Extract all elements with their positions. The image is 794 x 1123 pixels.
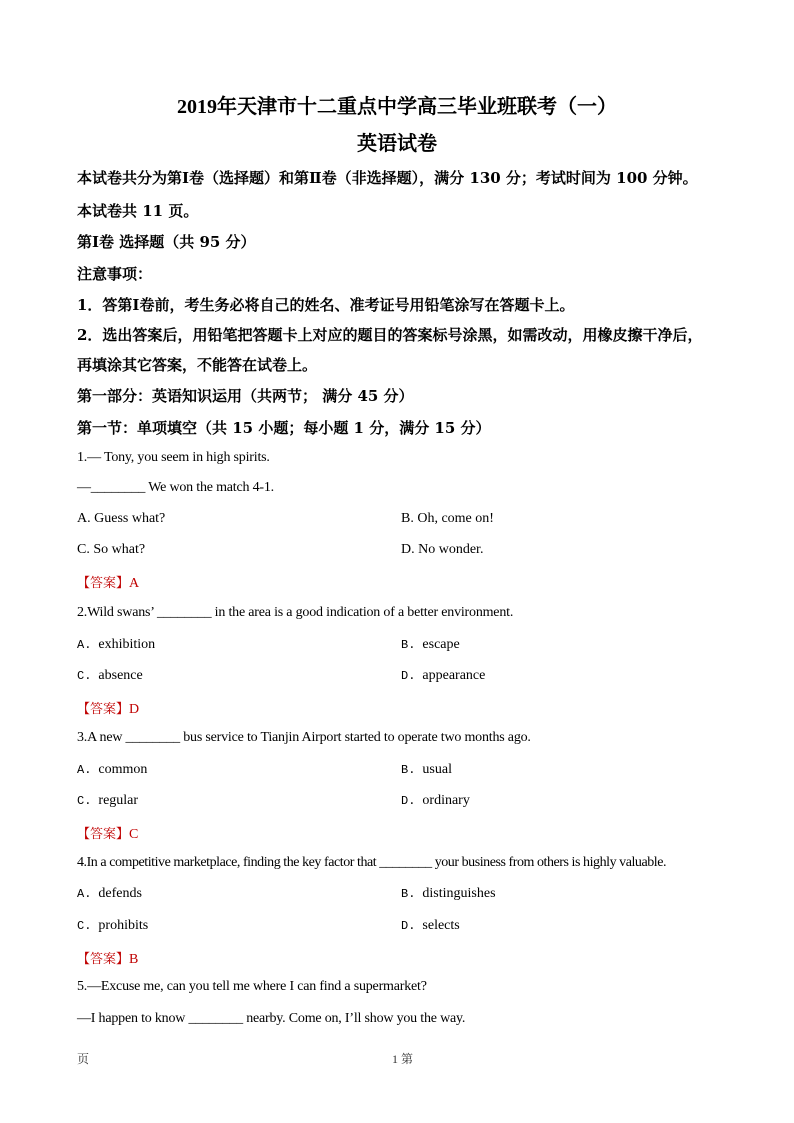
question-4-option-d: D. selects <box>401 918 460 933</box>
page-title: 2019年天津市十二重点中学高三毕业班联考（一） <box>177 96 617 118</box>
notice-1: 1．答第Ⅰ卷前，考生务必将自己的姓名、准考证号用铅笔涂写在答题卡上。 <box>77 296 575 314</box>
footer-page-number: 1 第 <box>392 1052 414 1066</box>
section-1-heading: 第一节：单项填空（共 15 小题；每小题 1 分，满分 15 分） <box>77 419 491 437</box>
question-1-option-c: C. So what? <box>77 542 146 557</box>
question-1-option-a: A. Guess what? <box>77 511 166 526</box>
question-4-option-a: A. defends <box>77 886 142 901</box>
question-5-stem: 5.—Excuse me, can you tell me where I can find a supermarket? <box>77 979 427 994</box>
question-3-option-c: C. regular <box>77 793 139 808</box>
question-4-option-b: B. distinguishes <box>401 886 496 901</box>
question-3-stem: 3.A new ________ bus service to Tianjin Airport started to operate two months ago. <box>77 730 531 745</box>
question-2-answer: 【答案】D <box>77 702 140 717</box>
intro-line-2: 本试卷共 11 页。 <box>77 202 199 220</box>
notice-title: 注意事项： <box>77 265 153 283</box>
question-1-option-d: D. No wonder. <box>401 542 484 557</box>
question-3-option-d: D. ordinary <box>401 793 470 808</box>
question-2-option-a: A. exhibition <box>77 637 156 652</box>
question-1-answer: 【答案】A <box>77 576 140 591</box>
question-3-answer: 【答案】C <box>77 827 139 842</box>
question-2-option-d: D. appearance <box>401 668 486 683</box>
question-3-option-b: B. usual <box>401 762 452 777</box>
intro-line-1: 本试卷共分为第Ⅰ卷（选择题）和第Ⅱ卷（非选择题），满分 130 分；考试时间为 100 分钟。 <box>77 169 698 187</box>
part-one-heading: 第一部分：英语知识运用（共两节； 满分 45 分） <box>77 387 414 405</box>
section-one-heading: 第Ⅰ卷 选择题（共 95 分） <box>77 233 256 251</box>
question-5-stem-2: —I happen to know ________ nearby. Come on, I’ll show you the way. <box>77 1011 466 1026</box>
question-4-option-c: C. prohibits <box>77 918 149 933</box>
question-4-stem: 4.In a competitive marketplace, finding the key factor that ________ your business from others is highly valuable. <box>77 855 667 870</box>
question-1-option-b: B. Oh, come on! <box>401 511 494 526</box>
notice-2a: 2．选出答案后，用铅笔把答题卡上对应的题目的答案标号涂黑，如需改动，用橡皮擦干净后， <box>77 326 703 344</box>
question-2-stem: 2.Wild swans’ ________ in the area is a good indication of a better environment. <box>77 605 514 620</box>
question-2-option-c: C. absence <box>77 668 143 683</box>
question-1-stem: 1.— Tony, you seem in high spirits. <box>77 450 270 465</box>
notice-2b: 再填涂其它答案，不能答在试卷上。 <box>77 356 318 374</box>
question-1-stem-2: —________ We won the match 4-1. <box>77 480 274 495</box>
question-4-answer: 【答案】B <box>77 952 139 967</box>
question-2-option-b: B. escape <box>401 637 460 652</box>
footer-page-left: 页 <box>77 1052 90 1066</box>
question-3-option-a: A. common <box>77 762 148 777</box>
page-subtitle: 英语试卷 <box>357 133 437 155</box>
